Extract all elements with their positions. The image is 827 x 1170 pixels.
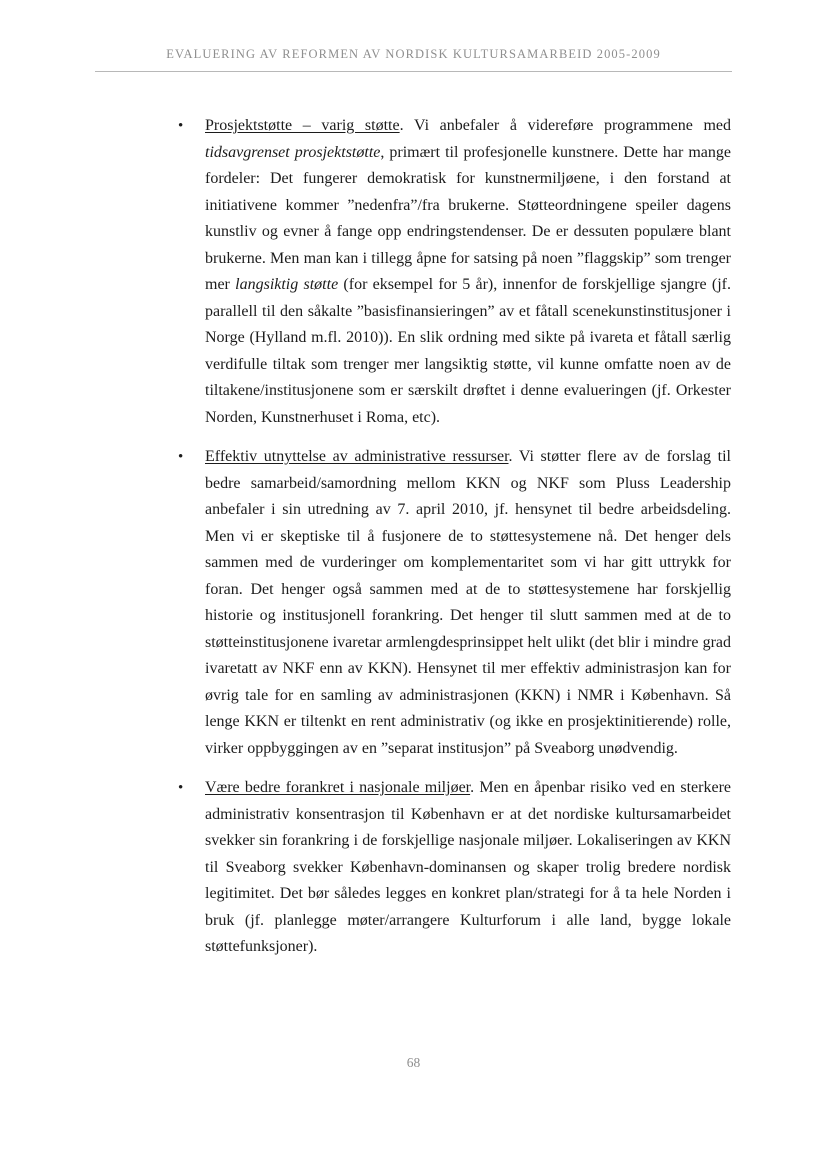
page-number: 68: [406, 1055, 421, 1070]
paragraph-forankring: [205, 775, 731, 961]
text-segment: (for eksempel for 5 år), innenfor de forskjellige sjangre (jf. parallell til den såkalte ”basisfinansieringen” av et fåtall scenekunstinstitusjoner i Norge (Hylland m.fl. 2010)). En slik ordning med sikte på ivareta et fåtall særlig verdifulle tiltak som trenger mer langsiktig støtte, vil kunne omfatte noen av de tiltakene/institusjonene som er særskilt drøftet i denne evalueringen (jf. Orkester Norden, Kunstnerhuset i Roma, etc).: [205, 276, 732, 426]
paragraph-effektiv-utnyttelse: [205, 444, 731, 762]
page-body: [178, 113, 731, 974]
bullet-marker: •: [178, 118, 184, 134]
text-segment: . Vi støtter flere av de forslag til bedre samarbeid/samordning mellom KKN og NKF som Pluss Leadership anbefaler i sin utredning av 7. april 2010, jf. hensynet til bedre arbeidsdeling. Men vi er skeptiske til å fusjonere de to støttesystemene nå. Det henger dels sammen med de vurderinger om komplementaritet som vi har gitt uttrykk for foran. Det henger også sammen med at de to støttesystemene har forskjellig historie og institusjonell forankring. Det henger til slutt sammen med at de to støtteinstitusjonene ivaretar armlengdesprinsippet helt ulikt (det blir i mindre grad ivaretatt av NKF enn av KKN). Hensynet til mer effektiv administrasjon kan for øvrig tale for en samling av administrasjonen (KKN) i NMR i København. Så lenge KKN er tiltenkt en rent administrativ (og ikke en prosjektinitierende) rolle, virker oppbyggingen av en ”separat institusjon” på Sveaborg unødvendig.: [205, 448, 731, 757]
text-segment-italic: langsiktig støtte: [235, 276, 339, 293]
bullet-marker: •: [178, 780, 184, 796]
paragraph-prosjektstotte: [205, 113, 731, 431]
running-header-title: EVALUERING AV REFORMEN AV NORDISK KULTURSAMARBEID 2005-2009: [166, 47, 661, 61]
paragraph-lead: Være bedre forankret i nasjonale miljøer: [205, 779, 471, 796]
bullet-item-forankring: [178, 775, 731, 961]
text-segment-italic: tidsavgrenset prosjektstøtte: [205, 143, 381, 161]
bullet-item-prosjektstotte: [178, 113, 731, 431]
header-rule: [95, 71, 732, 72]
paragraph-lead: Prosjektstøtte – varig støtte: [205, 117, 400, 134]
paragraph-lead: Effektiv utnyttelse av administrative ressurser: [205, 448, 509, 465]
bullet-item-effektiv-utnyttelse: [178, 444, 731, 762]
text-segment: . Men en åpenbar risiko ved en sterkere administrativ konsentrasjon til København er at det nordiske kultursamarbeidet svekker sin forankring i de forskjellige nasjonale miljøer. Lokaliseringen av KKN til Sveaborg svekker København-dominansen og skaper trolig bredere nordisk legitimitet. Det bør således legges en konkret plan/strategi for å ta hele Norden i bruk (jf. planlegge møter/arrangere Kulturforum i alle land, bygge lokale støttefunksjoner).: [205, 779, 732, 955]
text-segment: , primært til profesjonelle kunstnere. Dette har mange fordeler: Det fungerer demokratisk for kunstnermiljøene, i den forstand at initiativene kommer ”nedenfra”/fra brukerne. Støtteordningene speiler dagens kunstliv og evner å fange opp endringstendenser. De er dessuten populære blant brukerne. Men man kan i tillegg åpne for satsing på noen ”flaggskip” som trenger mer: [205, 143, 732, 293]
text-segment: . Vi anbefaler å videreføre programmene med: [399, 117, 731, 134]
bullet-marker: •: [178, 449, 184, 465]
